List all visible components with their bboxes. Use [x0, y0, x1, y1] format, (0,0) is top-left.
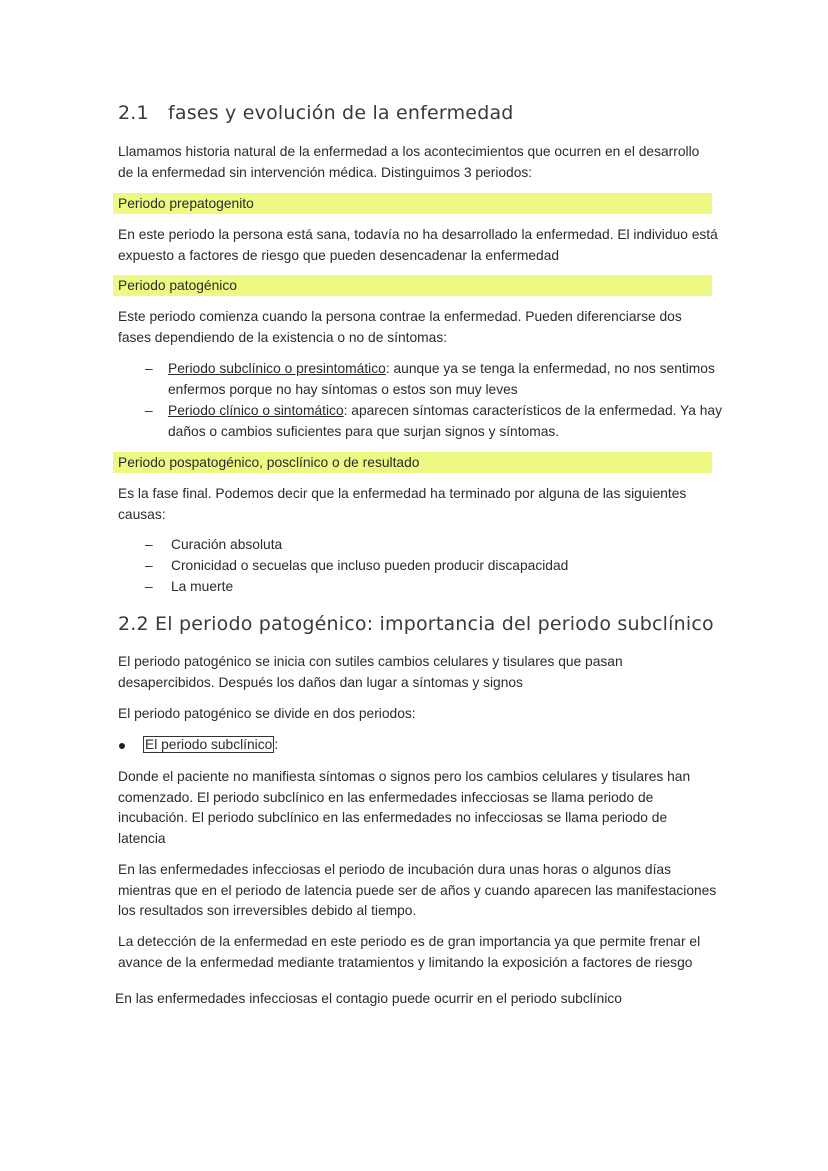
- period-2-item-1-rest: : aunque ya se tenga la enfermedad, no nos sentimos enfermos porque no hay síntomas o estos son muy leves: [168, 361, 715, 397]
- period-2-item-2-rest: : aparecen síntomas característicos de la enfermedad. Ya hay daños o cambios suficientes para que surjan signos y síntomas.: [168, 403, 722, 439]
- period-2-item-1: [168, 359, 728, 400]
- intro-paragraph: Llamamos historia natural de la enfermedad a los acontecimientos que ocurren en el desarrollo de la enfermedad sin intervención médica. Distinguimos 3 periodos:: [118, 144, 700, 180]
- period-3-text: Es la fase final. Podemos decir que la enfermedad ha terminado por alguna de las siguientes causas:: [118, 486, 687, 522]
- section-2-paragraph-2: El periodo patogénico se divide en dos periodos:: [118, 706, 416, 721]
- section-1-number: 2.1: [118, 102, 149, 124]
- period-3-item-2: Cronicidad o secuelas que incluso pueden producir discapacidad: [171, 558, 569, 573]
- list-dash: –: [145, 361, 153, 376]
- bullet-item-label: El periodo subclínico: [145, 737, 273, 752]
- section-2-paragraph-6: En las enfermedades infecciosas el contagio puede ocurrir en el periodo subclínico: [115, 991, 622, 1006]
- period-3-item-1: Curación absoluta: [171, 537, 283, 552]
- section-2-paragraph-4: En las enfermedades infecciosas el periodo de incubación dura unas horas o algunos días mientras que en el periodo de latencia puede ser de años y cuando aparecen las manifestaciones los resultados son irreversibles debido al tiempo.: [118, 862, 717, 919]
- period-1-heading: Periodo prepatogenito: [113, 193, 712, 214]
- section-1-title: fases y evolución de la enfermedad: [168, 102, 514, 124]
- bullet-item: [143, 735, 703, 756]
- period-3-heading: Periodo pospatogénico, posclínico o de resultado: [113, 452, 712, 473]
- bullet-item-suffix: :: [274, 737, 279, 752]
- period-1-text: En este periodo la persona está sana, todavía no ha desarrollado la enfermedad. El individuo está expuesto a factores de riesgo que pueden desencadenar la enfermedad: [118, 227, 718, 263]
- period-2-item-1-term: Periodo subclínico o presintomático: [168, 361, 386, 376]
- period-2-item-2: [168, 401, 728, 442]
- period-3-item-3: La muerte: [171, 579, 234, 594]
- section-2-heading: 2.2 El periodo patogénico: importancia del periodo subclínico: [118, 613, 714, 635]
- section-2-paragraph-1: El periodo patogénico se inicia con sutiles cambios celulares y tisulares que pasan desapercibidos. Después los daños dan lugar a síntomas y signos: [118, 654, 623, 690]
- section-1-heading: [118, 102, 514, 124]
- period-2-item-2-term: Periodo clínico o sintomático: [168, 403, 344, 418]
- bullet-icon: [119, 743, 125, 749]
- list-dash: –: [145, 558, 153, 573]
- section-2-paragraph-5: La detección de la enfermedad en este periodo es de gran importancia ya que permite frenar el avance de la enfermedad mediante tratamientos y limitando la exposición a factores de riesgo: [118, 934, 701, 970]
- period-2-text: Este periodo comienza cuando la persona contrae la enfermedad. Pueden diferenciarse dos fases dependiendo de la existencia o no de síntomas:: [118, 309, 682, 345]
- list-dash: –: [145, 579, 153, 594]
- list-dash: –: [145, 537, 153, 552]
- section-2-paragraph-3: Donde el paciente no manifiesta síntomas o signos pero los cambios celulares y tisulares han comenzado. El periodo subclínico en las enfermedades infecciosas se llama periodo de incubación. El periodo subclínico en las enfermedades no infecciosas se llama periodo de latencia: [118, 769, 691, 846]
- list-dash: –: [145, 403, 153, 418]
- period-2-heading: Periodo patogénico: [113, 275, 712, 296]
